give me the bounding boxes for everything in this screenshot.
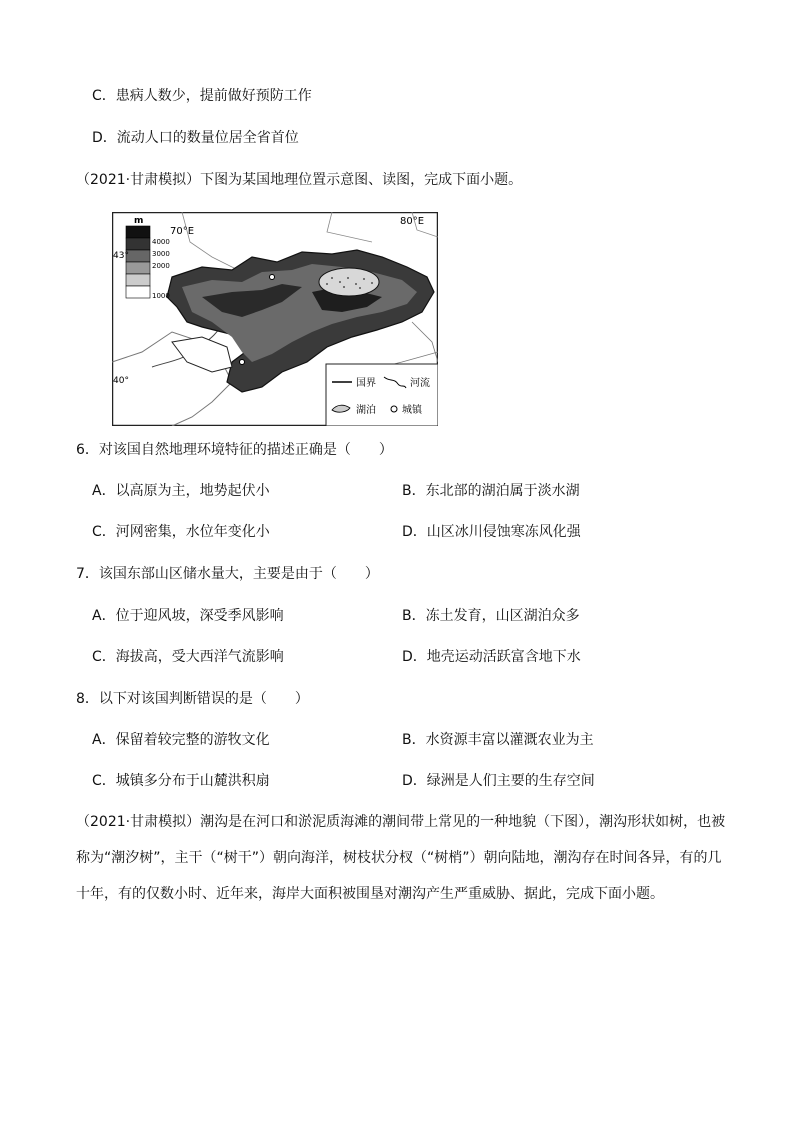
elev-4000: 4000 xyxy=(152,238,170,246)
legend-lake-label: 湖泊 xyxy=(356,405,376,416)
longitude-70e: 70°E xyxy=(170,226,195,237)
q7-option-d: D．地壳运动活跃富含地下水 xyxy=(402,649,581,665)
q8-option-a: A．保留着较完整的游牧文化 xyxy=(92,732,270,748)
q7-option-b: B．冻土发育，山区湖泊众多 xyxy=(402,608,580,624)
q6-option-b: B．东北部的湖泊属于淡水湖 xyxy=(402,483,580,499)
option-d-prev: D．流动人口的数量位居全省首位 xyxy=(92,130,299,146)
elevation-unit: m xyxy=(134,216,144,226)
q6-stem: 6．对该国自然地理环境特征的描述正确是（ ） xyxy=(76,442,393,458)
q8-option-b: B．水资源丰富以灌溉农业为主 xyxy=(402,732,594,748)
elev-2000: 2000 xyxy=(152,262,170,270)
q7-option-a: A．位于迎风坡，深受季风影响 xyxy=(92,608,284,624)
country-location-map xyxy=(112,212,438,426)
legend-town-label: 城镇 xyxy=(402,405,422,416)
q6-option-a: A．以高原为主，地势起伏小 xyxy=(92,483,270,499)
q8-stem: 8．以下对该国判断错误的是（ ） xyxy=(76,691,309,707)
longitude-80e: 80°E xyxy=(400,216,425,227)
q8-option-c: C．城镇多分布于山麓洪积扇 xyxy=(92,773,270,789)
latitude-43: 43° xyxy=(113,251,129,261)
q6-option-c: C．河网密集，水位年变化小 xyxy=(92,524,270,540)
q6-option-d: D．山区冰川侵蚀寒冻风化强 xyxy=(402,524,581,540)
elev-3000: 3000 xyxy=(152,250,170,258)
q7-stem: 7．该国东部山区储水量大，主要是由于（ ） xyxy=(76,566,379,582)
option-c-prev: C．患病人数少，提前做好预防工作 xyxy=(92,88,312,104)
intro-tidal-creek: （2021·甘肃模拟）潮沟是在河口和淤泥质海滩的潮间带上常见的一种地貌（下图），潮沟形状如树，也被称为“潮汐树”，主干（“树干”）朝向海洋，树枝状分杈（“树梢”）朝向陆地，潮沟存在时间各异，有的几十年，有的仅数小时、近年来，海岸大面积被围垦对潮沟产生严重威胁、据此，完成下面小题。 xyxy=(76,814,726,902)
q7-option-c: C．海拔高，受大西洋气流影响 xyxy=(92,649,284,665)
intro-map-question: （2021·甘肃模拟）下图为某国地理位置示意图、读图，完成下面小题。 xyxy=(76,172,523,188)
legend-border-label: 国界 xyxy=(356,378,376,389)
latitude-40: 40° xyxy=(113,376,129,386)
q8-option-d: D．绿洲是人们主要的生存空间 xyxy=(402,773,595,789)
legend-river-label: 河流 xyxy=(410,378,430,389)
elev-1000: 1000 xyxy=(152,292,170,300)
